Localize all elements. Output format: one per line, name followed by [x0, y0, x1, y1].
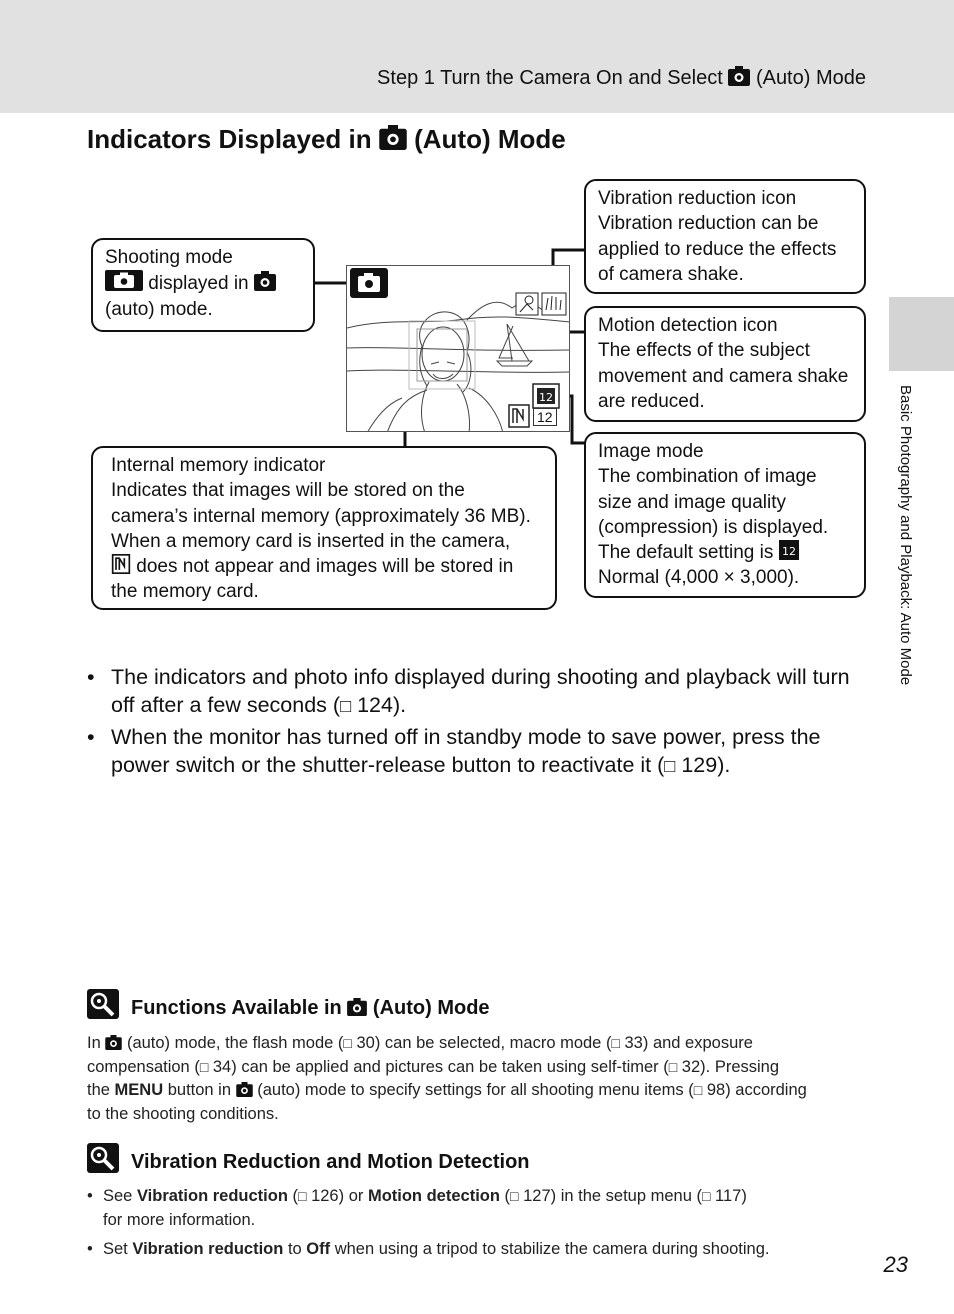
list-item: • See Vibration reduction (□ 126) or Motion detection (□ 127) in the setup menu (□ 117) for more information.	[87, 1187, 747, 1229]
callout-line: the memory card.	[111, 581, 259, 603]
shooting-mode-icon	[350, 268, 388, 298]
callout-line: (compression) is displayed.	[598, 516, 829, 538]
auto-mode-camera-icon	[347, 998, 367, 1016]
callout-motion-detection	[584, 306, 866, 422]
bullet: •	[87, 1240, 93, 1259]
bullet: •	[87, 725, 95, 749]
auto-mode-camera-icon	[105, 1035, 122, 1050]
callout-line: The effects of the subject	[598, 340, 810, 362]
book-icon: □	[298, 1188, 307, 1204]
callout-line: does not appear and images will be stored in	[111, 554, 545, 579]
page-reference[interactable]: 32	[681, 1057, 701, 1076]
callout-internal-memory	[91, 446, 557, 610]
callout-line: camera’s internal memory (approximately 36 MB).	[111, 505, 531, 527]
page-reference[interactable]: 33	[624, 1034, 643, 1052]
callout-line: of camera shake.	[598, 263, 744, 285]
note-icon	[87, 1143, 119, 1173]
book-icon: □	[611, 1035, 620, 1051]
callout-line: Vibration reduction can be	[598, 213, 819, 235]
page-reference[interactable]: 129	[681, 753, 718, 777]
callout-line: size and image quality	[598, 491, 786, 513]
list-item: • Set Vibration reduction to Off when using a tripod to stabilize the camera during shooting.	[87, 1238, 877, 1262]
callout-line: are reduced.	[598, 390, 705, 412]
book-icon: □	[693, 1082, 703, 1099]
page-reference[interactable]: 117	[715, 1187, 742, 1205]
auto-mode-camera-icon	[254, 271, 276, 291]
callout-line: movement and camera shake	[598, 365, 849, 387]
image-mode-icon	[779, 540, 799, 560]
list-item: • The indicators and photo info displayed during shooting and playback will turn off after a few seconds (□ 124).	[87, 663, 877, 720]
motion-detection-icon	[515, 292, 567, 316]
shooting-mode-icon	[105, 270, 143, 291]
book-icon: □	[199, 1058, 209, 1075]
callout-line: (auto) mode.	[105, 298, 213, 320]
book-icon: □	[664, 755, 676, 776]
callout-line: Normal (4,000 × 3,000).	[598, 567, 800, 589]
book-icon: □	[510, 1188, 519, 1204]
page-reference[interactable]: 30	[356, 1034, 375, 1052]
page-reference[interactable]: 98	[706, 1081, 726, 1100]
menu-button-label: MENU	[114, 1081, 164, 1100]
callout-line: displayed in	[105, 270, 303, 296]
svg-text:12: 12	[539, 391, 553, 404]
callout-line: The combination of image	[598, 466, 817, 488]
bullet: •	[87, 1187, 93, 1205]
note-icon	[87, 989, 119, 1019]
svg-text:12: 12	[781, 545, 796, 559]
list-item: • When the monitor has turned off in standby mode to save power, press the power switch or the shutter-release button to reactivate it (□ 129).	[87, 723, 877, 780]
bullet: •	[87, 665, 95, 689]
book-icon: □	[701, 1188, 711, 1204]
callout-line: Motion detection icon	[598, 315, 778, 336]
running-head: Step 1 Turn the Camera On and Select (Auto) Mode	[377, 67, 866, 89]
page-title: Indicators Displayed in (Auto) Mode	[87, 124, 566, 154]
page-reference[interactable]: 126	[311, 1187, 339, 1205]
callout-line: Internal memory indicator	[111, 455, 326, 476]
page-reference[interactable]: 34	[212, 1057, 232, 1076]
callout-line: Shooting mode	[105, 247, 233, 268]
callout-vibration-reduction	[584, 179, 866, 294]
callout-image-mode	[584, 432, 866, 598]
internal-memory-icon	[111, 554, 131, 574]
callout-line: The default setting is 12	[598, 540, 854, 565]
bullet-list	[87, 663, 877, 783]
note-body-functions: In (auto) mode, the flash mode (□ 30) can be selected, macro mode (□ 33) and exposure compensation (□ 34) can be applied and pictures can be taken using self-timer (□ 32). Pressing the MENU button in (auto) mode to specify settings for all shooting menu items (□ 98) according to the shooting conditions.	[87, 1034, 807, 1123]
callout-line: When a memory card is inserted in the camera,	[111, 530, 511, 552]
chapter-label: Basic Photography and Playback: Auto Mode	[897, 385, 914, 686]
callout-line: Vibration reduction icon	[598, 188, 797, 209]
callout-line: applied to reduce the effects	[598, 238, 837, 260]
page-reference[interactable]: 127	[523, 1187, 551, 1205]
callout-shooting-mode	[91, 238, 315, 332]
auto-mode-camera-icon	[236, 1082, 253, 1097]
callout-line: Indicates that images will be stored on the	[111, 480, 465, 502]
shots-remaining: 12	[533, 408, 557, 426]
book-icon: □	[668, 1058, 678, 1075]
internal-memory-icon	[508, 404, 530, 428]
page-number: 23	[883, 1252, 908, 1277]
callout-line: Image mode	[598, 441, 704, 462]
image-mode-icon	[532, 383, 560, 409]
book-icon: □	[343, 1035, 352, 1051]
page-reference[interactable]: 124	[357, 693, 393, 717]
note-body-vibration	[87, 1185, 877, 1268]
book-icon: □	[340, 695, 352, 716]
